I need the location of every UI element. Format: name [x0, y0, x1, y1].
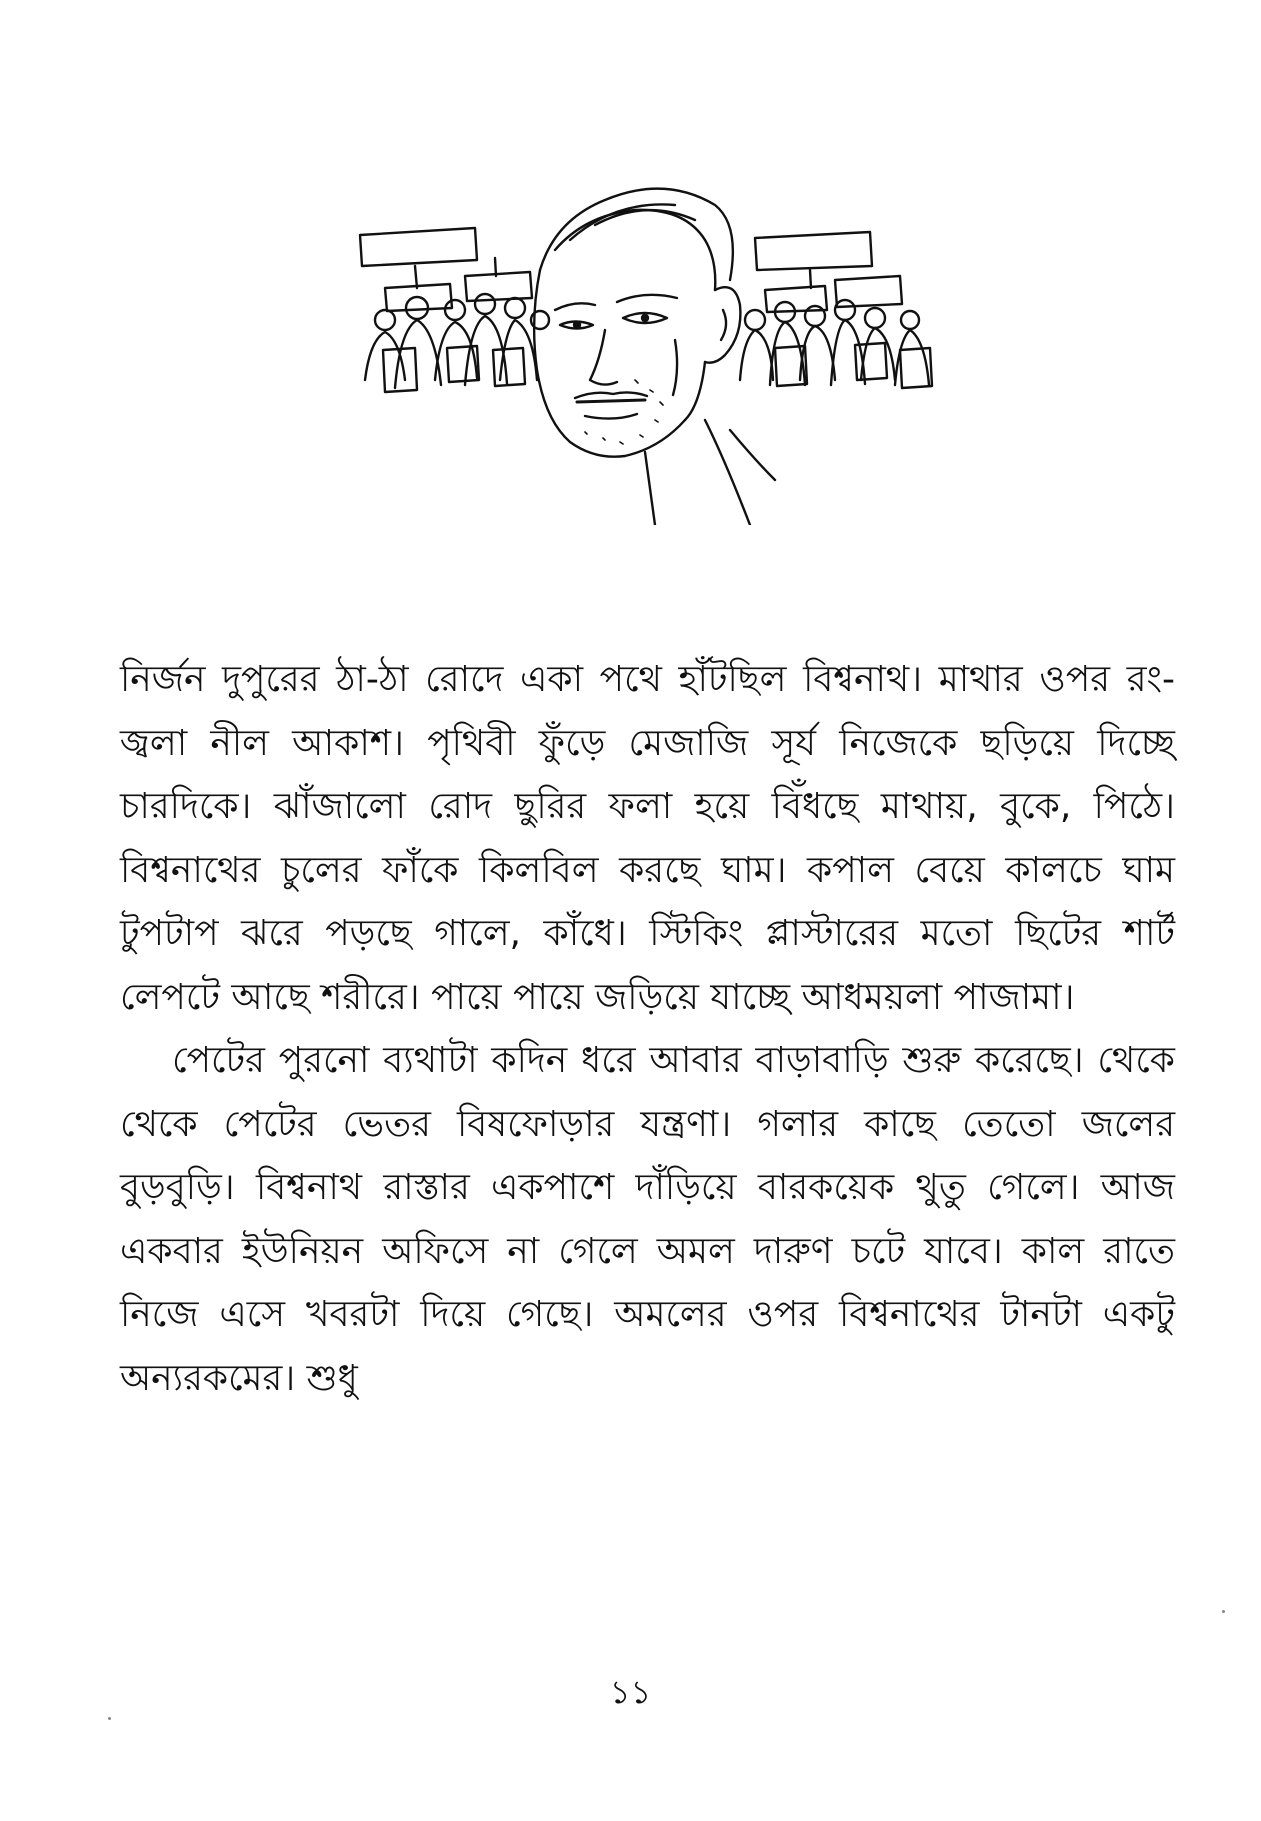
man-portrait-with-protest-crowd-illustration — [355, 180, 960, 525]
paragraph: নির্জন দুপুরের ঠা-ঠা রোদে একা পথে হাঁটছিল বিশ্বনাথ। মাথার ওপর রং-জ্বলা নীল আকাশ। পৃথিবী ফুঁড়ে মেজাজি সূর্য নিজেকে ছড়িয়ে দিচ্ছে চারদিকে। ঝাঁজালো রোদ ছুরির ফলা হয়ে বিঁধছে মাথায়, বুকে, পিঠে। বিশ্বনাথের চুলের ফাঁকে কিলবিল করছে ঘাম। কপাল বেয়ে কালচে ঘাম টুপটাপ ঝরে পড়ছে গালে, কাঁধে। স্টিকিং প্লাস্টারের মতো ছিটের শার্ট লেপটে আছে শরীরে। পায়ে পায়ে জড়িয়ে যাচ্ছে আধময়লা পাজামা। — [120, 659, 1175, 1018]
paragraph: পেটের পুরনো ব্যথাটা কদিন ধরে আবার বাড়াবাড়ি শুরু করেছে। থেকে থেকে পেটের ভেতর বিষফোড়ার যন্ত্রণা। গলার কাছে তেতো জলের বুড়বুড়ি। বিশ্বনাথ রাস্তার একপাশে দাঁড়িয়ে বারকয়েক থুতু গেলে। আজ একবার ইউনিয়ন অফিসে না গেলে অমল দারুণ চটে যাবে। কাল রাতে নিজে এসে খবরটা দিয়ে গেছে। অমলের ওপর বিশ্বনাথের টানটা একটু অন্যরকমের। শুধু — [120, 1040, 1175, 1399]
story-text — [120, 648, 1175, 1410]
scan-speck — [1222, 1610, 1225, 1613]
scan-speck — [108, 1717, 111, 1720]
page-number: ১১ — [609, 1673, 652, 1711]
